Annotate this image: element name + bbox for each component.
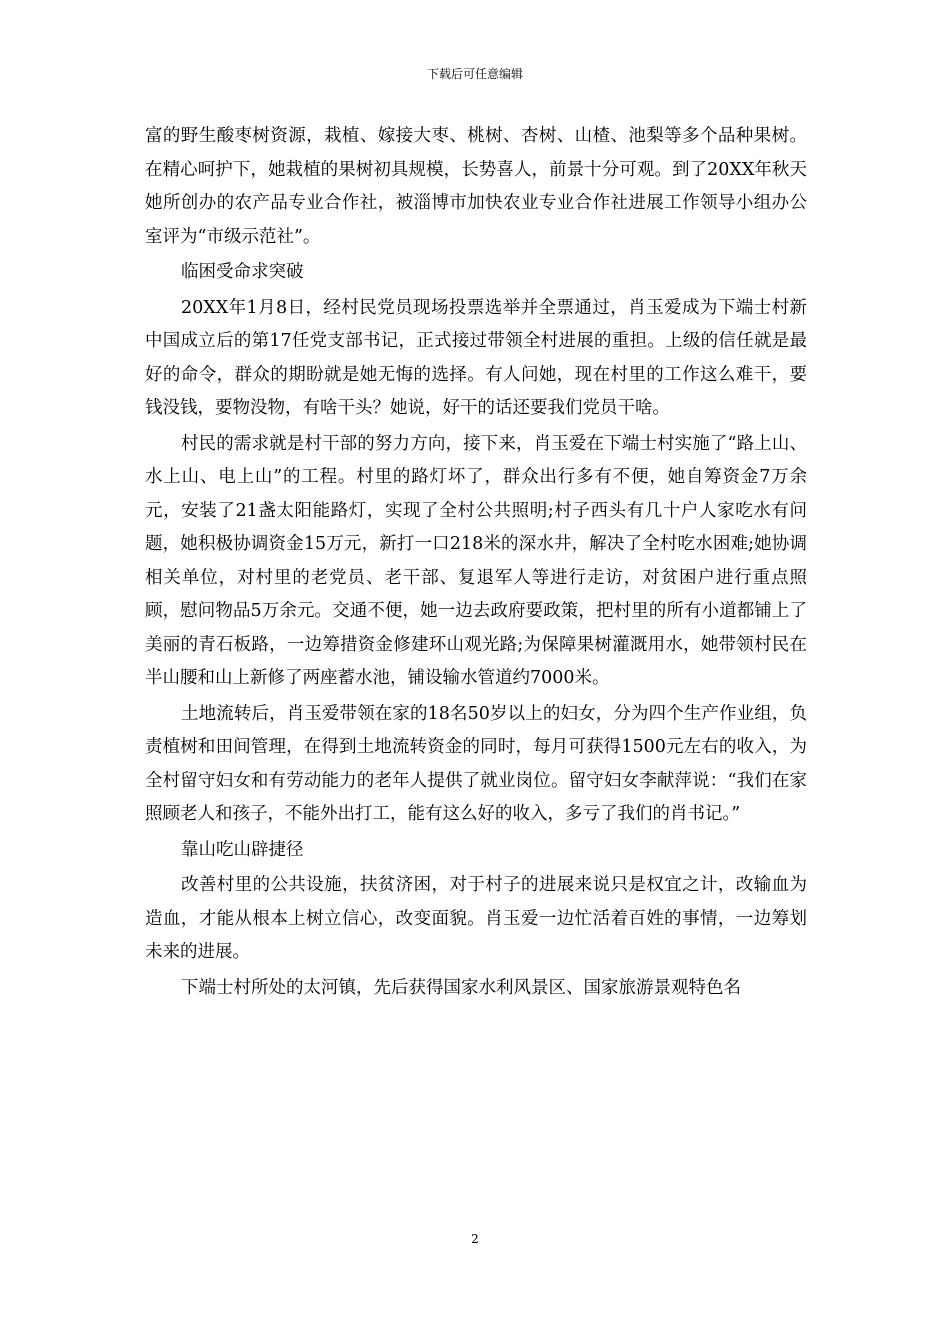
page-header: 下载后可任意编辑 xyxy=(426,67,523,81)
document-body xyxy=(145,120,807,1005)
section-heading-2: 靠山吃山辟捷径 xyxy=(181,839,304,860)
section-heading-1: 临困受命求突破 xyxy=(181,262,304,282)
paragraph-4: 土地流转后，肖玉爱带领在家的18名50岁以上的妇女，分为四个生产作业组，负责植树和田间管理，在得到土地流转资金的同时，每月可获得1500元左右的收入，为全村留守妇女和有劳动能力的老年人提供了就业岗位。留守妇女李献萍说：“我们在家照顾老人和孩子，不能外出打工，能有这么好的收入，多亏了我们的肖书记。” xyxy=(145,703,807,824)
paragraph-5: 改善村里的公共设施，扶贫济困，对于村子的进展来说只是权宜之计，改输血为造血，才能从根本上树立信心，改变面貌。肖玉爱一边忙活着百姓的事情，一边筹划未来的进展。 xyxy=(145,875,807,962)
page-number: 2 xyxy=(471,1232,479,1246)
paragraph-3: 村民的需求就是村干部的努力方向，接下来，肖玉爱在下端士村实施了“路上山、水上山、电上山”的工程。村里的路灯坏了，群众出行多有不便，她自筹资金7万余元，安装了21盏太阳能路灯，实现了全村公共照明;村子西头有几十户人家吃水有问题，她积极协调资金15万元，新打一口218米的深水井，解决了全村吃水困难;她协调相关单位，对村里的老党员、老干部、复退军人等进行走访，对贫困户进行重点照顾，慰问物品5万余元。交通不便，她一边去政府要政策，把村里的所有小道都铺上了美丽的青石板路，一边筹措资金修建环山观光路;为保障果树灌溉用水，她带领村民在半山腰和山上新修了两座蓄水池，铺设输水管道约7000米。 xyxy=(145,433,807,688)
paragraph-1: 富的野生酸枣树资源，栽植、嫁接大枣、桃树、杏树、山楂、池梨等多个品种果树。在精心呵护下，她栽植的果树初具规模，长势喜人，前景十分可观。到了20XX年秋天她所创办的农产品专业合作社，被淄博市加快农业专业合作社进展工作领导小组办公室评为“市级示范社”。 xyxy=(145,126,807,247)
paragraph-2: 20XX年1月8日，经村民党员现场投票选举并全票通过，肖玉爱成为下端士村新中国成立后的第17任党支部书记，正式接过带领全村进展的重担。上级的信任就是最好的命令，群众的期盼就是她无悔的选择。有人问她，现在村里的工作这么难干，要钱没钱，要物没物，有啥干头？她说，好干的话还要我们党员干啥。 xyxy=(145,297,807,418)
paragraph-6: 下端士村所处的太河镇，先后获得国家水利风景区、国家旅游景观特色名 xyxy=(181,977,741,998)
